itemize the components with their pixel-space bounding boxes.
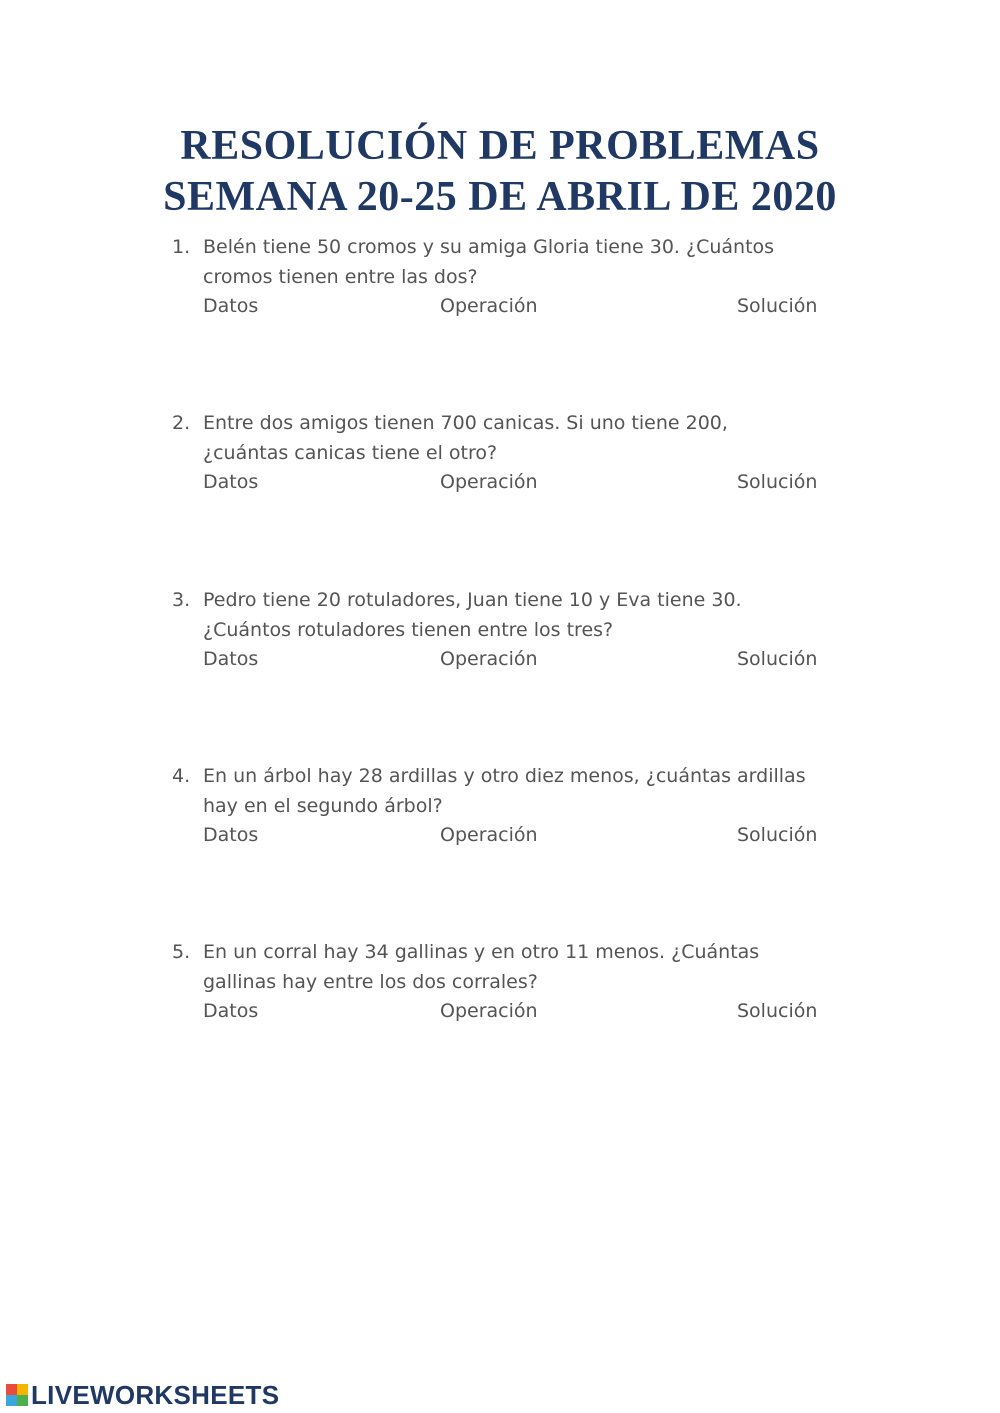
- page-title-line-1: RESOLUCIÓN DE PROBLEMAS: [180, 123, 820, 169]
- problem-number: 3.: [172, 589, 191, 611]
- problem-number: 2.: [172, 412, 191, 434]
- liveworksheets-logo-icon: [6, 1384, 28, 1406]
- solucion-label: Solución: [737, 824, 818, 846]
- problem-text-line: gallinas hay entre los dos corrales?: [203, 971, 538, 993]
- operacion-label: Operación: [440, 648, 538, 670]
- problem-text-line: cromos tienen entre las dos?: [203, 266, 478, 288]
- datos-label: Datos: [203, 471, 259, 493]
- problem-text: [203, 585, 863, 645]
- problem-text: [203, 408, 863, 468]
- problem-3: [0, 585, 1000, 695]
- problem-number: 4.: [172, 765, 191, 787]
- problem-text-line: En un árbol hay 28 ardillas y otro diez menos, ¿cuántas ardillas: [203, 765, 806, 787]
- operacion-label: Operación: [440, 295, 538, 317]
- solucion-label: Solución: [737, 471, 818, 493]
- operacion-label: Operación: [440, 1000, 538, 1022]
- problem-5: [0, 937, 1000, 1047]
- datos-label: Datos: [203, 824, 259, 846]
- datos-label: Datos: [203, 1000, 259, 1022]
- problem-text-line: ¿Cuántos rotuladores tienen entre los tres?: [203, 619, 614, 641]
- problem-text-line: Entre dos amigos tienen 700 canicas. Si uno tiene 200,: [203, 412, 728, 434]
- datos-label: Datos: [203, 648, 259, 670]
- problem-number: 1.: [172, 236, 191, 258]
- problem-text-line: En un corral hay 34 gallinas y en otro 11 menos. ¿Cuántas: [203, 941, 760, 963]
- operacion-label: Operación: [440, 824, 538, 846]
- problem-text: [203, 761, 863, 821]
- solucion-label: Solución: [737, 648, 818, 670]
- problem-text: [203, 937, 863, 997]
- problem-text-line: hay en el segundo árbol?: [203, 795, 443, 817]
- logo-text: LIVEWORKSHEETS: [31, 1379, 280, 1410]
- datos-label: Datos: [203, 295, 259, 317]
- problem-number: 5.: [172, 941, 191, 963]
- operacion-label: Operación: [440, 471, 538, 493]
- problem-text-line: Belén tiene 50 cromos y su amiga Gloria tiene 30. ¿Cuántos: [203, 236, 775, 258]
- solucion-label: Solución: [737, 1000, 818, 1022]
- problem-4: [0, 761, 1000, 871]
- problem-text-line: Pedro tiene 20 rotuladores, Juan tiene 10 y Eva tiene 30.: [203, 589, 742, 611]
- solucion-label: Solución: [737, 295, 818, 317]
- page-title-line-2: SEMANA 20-25 DE ABRIL DE 2020: [163, 174, 837, 220]
- problem-2: [0, 408, 1000, 518]
- problem-1: [0, 232, 1000, 342]
- liveworksheets-logo[interactable]: [6, 1379, 279, 1411]
- problem-text-line: ¿cuántas canicas tiene el otro?: [203, 442, 498, 464]
- problem-text: [203, 232, 863, 292]
